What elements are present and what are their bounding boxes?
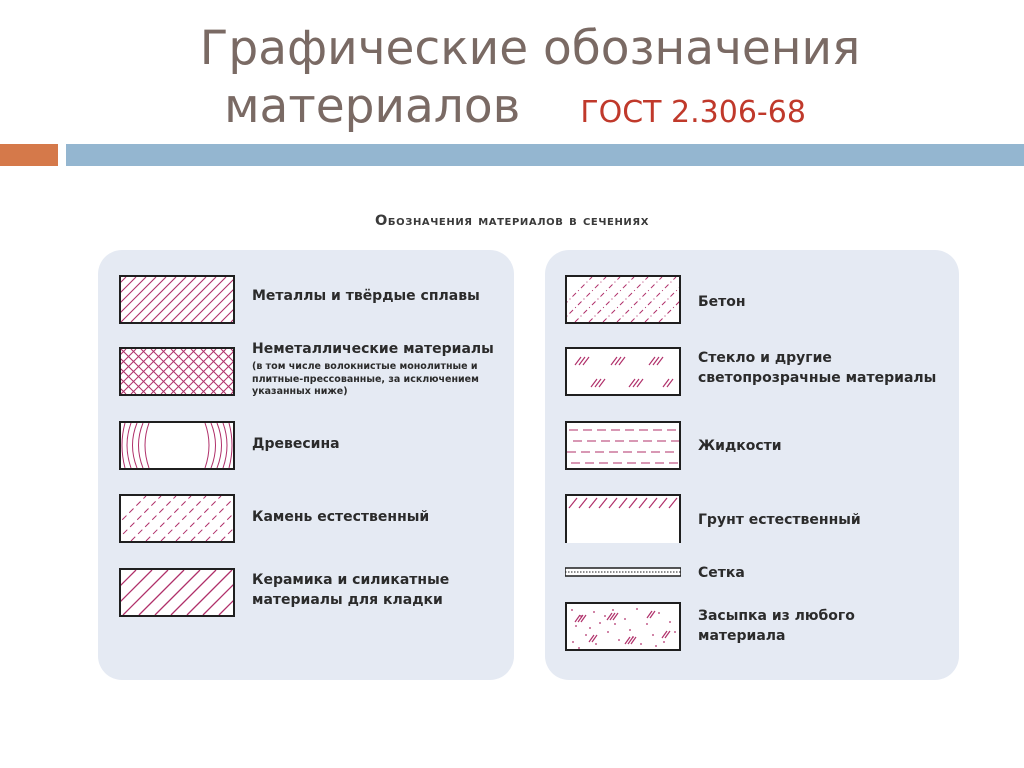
- label-soil: Грунт естественный: [698, 512, 861, 528]
- slide-title: [170, 20, 890, 142]
- wood-hatch-swatch: [119, 421, 235, 470]
- liquid-hatch-swatch: [565, 421, 681, 470]
- note-nonmetals: (в том числе волокнистые монолитные и плитные-прессованные, за исключением указанных ниже): [252, 361, 479, 397]
- label-backfill: Засыпка из любого материала: [698, 608, 855, 644]
- nonmetal-crosshatch-swatch: [119, 347, 235, 396]
- gost-reference: ГОСТ 2.306-68: [580, 95, 806, 130]
- soil-hatch-swatch: [565, 494, 681, 543]
- metal-hatch-swatch: [119, 275, 235, 324]
- label-nonmetals: Неметаллические материалы: [252, 341, 494, 357]
- mesh-hatch-swatch: [565, 566, 681, 578]
- label-concrete: Бетон: [698, 294, 746, 310]
- figure-subtitle: Обозначения материалов в сечениях: [374, 213, 650, 229]
- concrete-hatch-swatch: [565, 275, 681, 324]
- backfill-hatch-swatch: [565, 602, 681, 651]
- ceramic-hatch-swatch: [119, 568, 235, 617]
- accent-bar-blue: [66, 144, 1024, 166]
- label-mesh: Сетка: [698, 565, 745, 581]
- label-wood: Древесина: [252, 436, 340, 452]
- label-glass: Стекло и другие светопрозрачные материалы: [698, 350, 937, 386]
- accent-bar-orange: [0, 144, 58, 166]
- stone-hatch-swatch: [119, 494, 235, 543]
- title-line-1: Графические обозначения: [199, 21, 861, 76]
- label-liquids: Жидкости: [698, 438, 782, 454]
- label-stone: Камень естественный: [252, 509, 430, 525]
- glass-hatch-swatch: [565, 347, 681, 396]
- title-line-2: материалов: [224, 79, 521, 134]
- label-metals: Металлы и твёрдые сплавы: [252, 288, 480, 304]
- label-ceramics: Керамика и силикатные материалы для кладки: [252, 572, 450, 608]
